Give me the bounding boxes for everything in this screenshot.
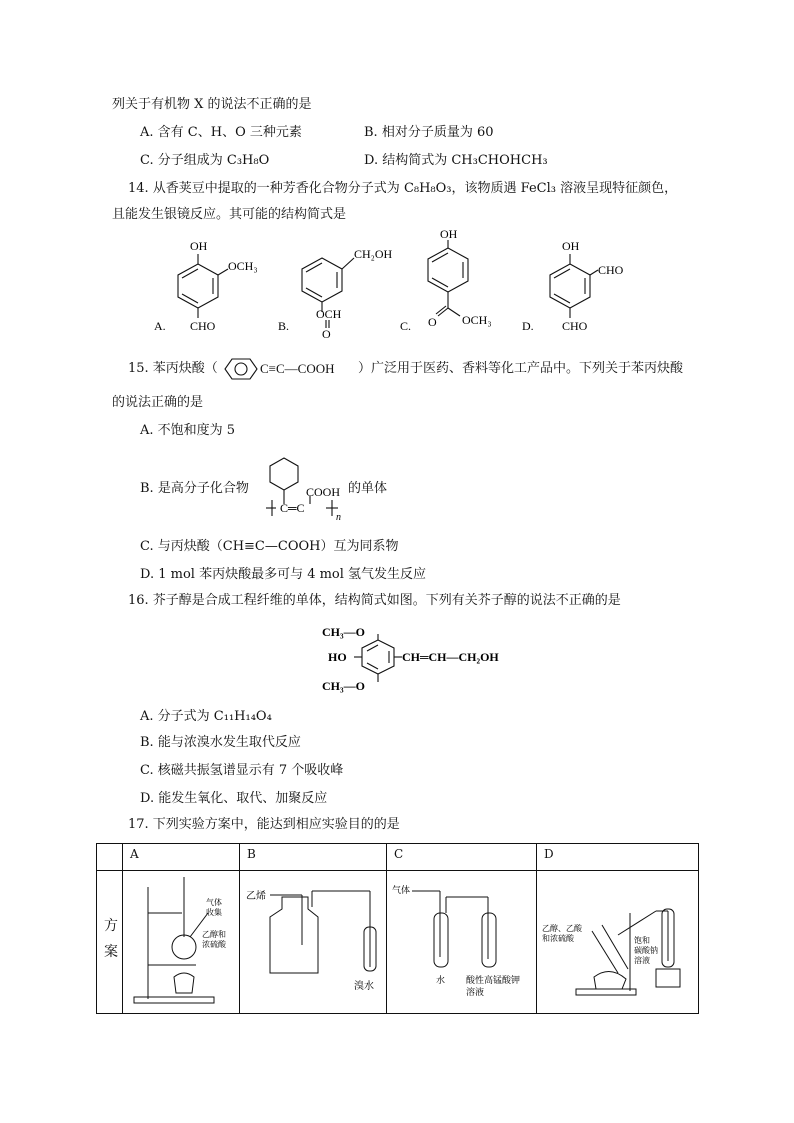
q13-option-b: B. 相对分子质量为 60 <box>364 125 494 140</box>
q14-stem-line2: 且能发生银镜反应。其可能的结构简式是 <box>112 207 347 222</box>
q17-c-kmno4-line2: 溶液 <box>466 987 485 997</box>
q17-a-gas: 气体 <box>206 898 222 907</box>
q16-option-c: C. 核磁共振氢谱显示有 7 个吸收峰 <box>140 763 344 778</box>
q17-b-bromine-water: 溴水 <box>354 981 374 992</box>
q14-stem-line1: 14. 从香荚豆中提取的一种芳香化合物分子式为 C₈H₈O₃，该物质遇 FeCl₃ 溶液呈现特征颜色， <box>128 181 678 196</box>
q17-d-solution2: 碳酸钠 <box>634 946 658 955</box>
q16-bottom-och3: CH₃—O <box>322 679 365 693</box>
q14-label-b: B. <box>278 319 290 333</box>
q17-apparatus-c <box>388 873 534 1011</box>
q14-a-oh: OH <box>190 239 208 253</box>
q17-c-water: 水 <box>436 975 446 985</box>
q17-b-inlet: 乙烯 <box>246 891 266 902</box>
q15-stem-tail: ）广泛用于医药、香料等化工产品中。下列关于苯丙炔酸 <box>358 361 684 376</box>
q17-apparatus-a <box>126 873 236 1011</box>
q14-c-o: O <box>428 315 437 329</box>
q14-a-cho: CHO <box>190 319 216 333</box>
q15-polymer-structure <box>266 452 354 524</box>
q16-option-d: D. 能发生氧化、取代、加聚反应 <box>140 791 328 806</box>
q14-label-c: C. <box>400 319 412 333</box>
q17-c-inlet: 气体 <box>392 885 411 895</box>
q14-c-oh: OH <box>440 228 458 241</box>
q17-a-collect: 收集 <box>206 908 222 917</box>
q17-row-label-2: 案 <box>104 944 118 960</box>
q13-option-d: D. 结构简式为 CH₃CHOHCH₃ <box>364 153 548 168</box>
q16-option-a: A. 分子式为 C₁₁H₁₄O₄ <box>140 709 272 724</box>
q13-stem: 列关于有机物 X 的说法不正确的是 <box>112 97 312 112</box>
benzene-ring-icon <box>224 356 260 382</box>
q14-b-o: O <box>322 327 331 340</box>
q14-b-ocho: OCH <box>316 307 342 321</box>
q15-option-c: C. 与丙炔酸（CH≡C—COOH）互为同系物 <box>140 539 399 554</box>
q17-header-a: A <box>130 847 139 861</box>
q17-apparatus-b <box>242 873 384 1011</box>
q17-d-solution3: 溶液 <box>634 956 650 965</box>
q14-label-a: A. <box>154 319 166 333</box>
q15-polymer-n: n <box>336 512 341 523</box>
q15-polymer-chain: C═C <box>280 501 305 515</box>
q17-apparatus-d <box>538 873 696 1011</box>
q14-a-och3: OCH₃ <box>228 259 258 273</box>
q15-option-b-lead: B. 是高分子化合物 <box>140 481 249 496</box>
q15-option-d: D. 1 mol 苯丙炔酸最多可与 4 mol 氢气发生反应 <box>140 567 427 582</box>
q14-label-d: D. <box>522 319 534 333</box>
q14-d-oh: OH <box>562 239 580 253</box>
q15-formula: C≡C—COOH <box>260 361 335 376</box>
q15-stem-line2: 的说法正确的是 <box>112 395 204 410</box>
q17-table <box>96 843 699 1014</box>
q15-option-a: A. 不饱和度为 5 <box>140 423 236 438</box>
q14-d-cho: CHO <box>562 319 588 333</box>
q16-top-och3: CH₃—O <box>322 625 365 639</box>
q17-a-reagent2: 浓硫酸 <box>202 940 226 949</box>
q16-ho: HO <box>328 650 347 664</box>
q16-structure <box>322 620 512 696</box>
q17-header-c: C <box>394 847 404 861</box>
q14-structures <box>140 228 700 340</box>
q13-option-c: C. 分子组成为 C₃H₈O <box>140 153 270 168</box>
q17-d-reagent2: 和浓硫酸 <box>542 934 574 943</box>
q15-option-b-tail: 的单体 <box>348 481 388 496</box>
q17-c-kmno4-line1: 酸性高锰酸钾 <box>466 975 521 985</box>
q17-header-d: D <box>544 847 554 861</box>
q17-row-label-1: 方 <box>104 918 118 934</box>
q14-c-och3: OCH₃ <box>462 313 492 327</box>
q17-d-reagent1: 乙醇、乙酸 <box>542 924 582 933</box>
q17-stem: 17. 下列实验方案中，能达到相应实验目的的是 <box>128 817 400 832</box>
q16-chain: CH═CH—CH₂OH <box>402 650 499 664</box>
q16-option-b: B. 能与浓溴水发生取代反应 <box>140 735 301 750</box>
q17-a-reagent1: 乙醇和 <box>202 930 226 939</box>
q14-b-ch2oh: CH₂OH <box>354 247 393 261</box>
q16-stem: 16. 芥子醇是合成工程纤维的单体，结构简式如图。下列有关芥子醇的说法不正确的是 <box>128 593 621 608</box>
q15-stem-lead: 15. 苯丙炔酸（ <box>128 361 218 376</box>
q17-header-b: B <box>247 847 256 861</box>
q17-d-solution1: 饱和 <box>634 936 650 945</box>
q15-polymer-cooh: COOH <box>306 485 341 499</box>
q13-option-a: A. 含有 C、H、O 三种元素 <box>140 125 302 140</box>
q14-d-cho-side: CHO <box>598 263 624 277</box>
